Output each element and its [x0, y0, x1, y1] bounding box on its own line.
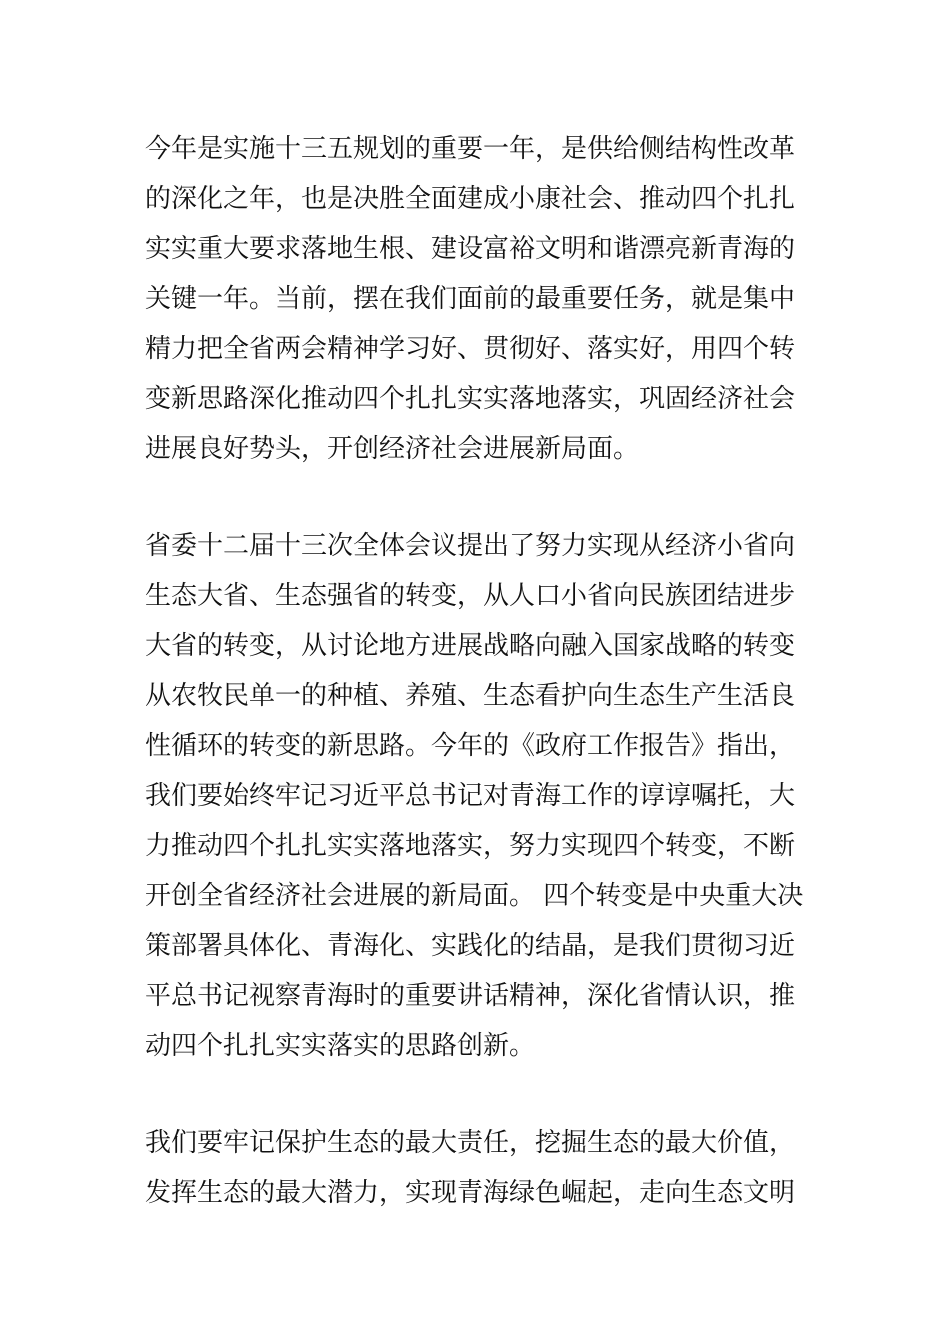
text-line: 从农牧民单一的种植、养殖、生态看护向生态生产生活良: [145, 681, 796, 711]
text-line: 平总书记视察青海时的重要讲话精神，深化省情认识，推: [145, 981, 796, 1011]
text-line: 策部署具体化、青海化、实践化的结晶，是我们贯彻习近: [145, 931, 796, 961]
text-line: 今年是实施十三五规划的重要一年，是供给侧结构性改革: [145, 134, 796, 164]
text-line: 我们要牢记保护生态的最大责任，挖掘生态的最大价值，: [145, 1128, 796, 1158]
text-line: 实实重大要求落地生根、建设富裕文明和谐漂亮新青海的: [145, 234, 796, 264]
text-line: 动四个扎扎实实落实的思路创新。: [145, 1031, 536, 1061]
text-line: 精力把全省两会精神学习好、贯彻好、落实好，用四个转: [145, 334, 796, 364]
text-line: 我们要始终牢记习近平总书记对青海工作的谆谆嘱托，大: [145, 781, 796, 811]
text-line: 力推动四个扎扎实实落地落实，努力实现四个转变，不断: [145, 831, 796, 861]
paragraph-1: [145, 124, 825, 474]
text-line: 生态大省、生态强省的转变，从人口小省向民族团结进步: [145, 581, 796, 611]
text-line: 省委十二届十三次全体会议提出了努力实现从经济小省向: [145, 531, 796, 561]
text-line: 的深化之年，也是决胜全面建成小康社会、推动四个扎扎: [145, 184, 796, 214]
paragraph-2: [145, 521, 825, 1071]
text-line: 发挥生态的最大潜力，实现青海绿色崛起，走向生态文明: [145, 1178, 796, 1208]
text-line: 开创全省经济社会进展的新局面。 四个转变是中央重大决: [145, 881, 804, 911]
text-line: 性循环的转变的新思路。今年的《政府工作报告》指出，: [145, 731, 796, 761]
text-line: 进展良好势头，开创经济社会进展新局面。: [145, 434, 640, 464]
text-line: 大省的转变，从讨论地方进展战略向融入国家战略的转变: [145, 631, 796, 661]
text-line: 变新思路深化推动四个扎扎实实落地落实，巩固经济社会: [145, 384, 796, 414]
paragraph-3: [145, 1118, 825, 1218]
text-line: 关键一年。当前，摆在我们面前的最重要任务，就是集中: [145, 284, 796, 314]
